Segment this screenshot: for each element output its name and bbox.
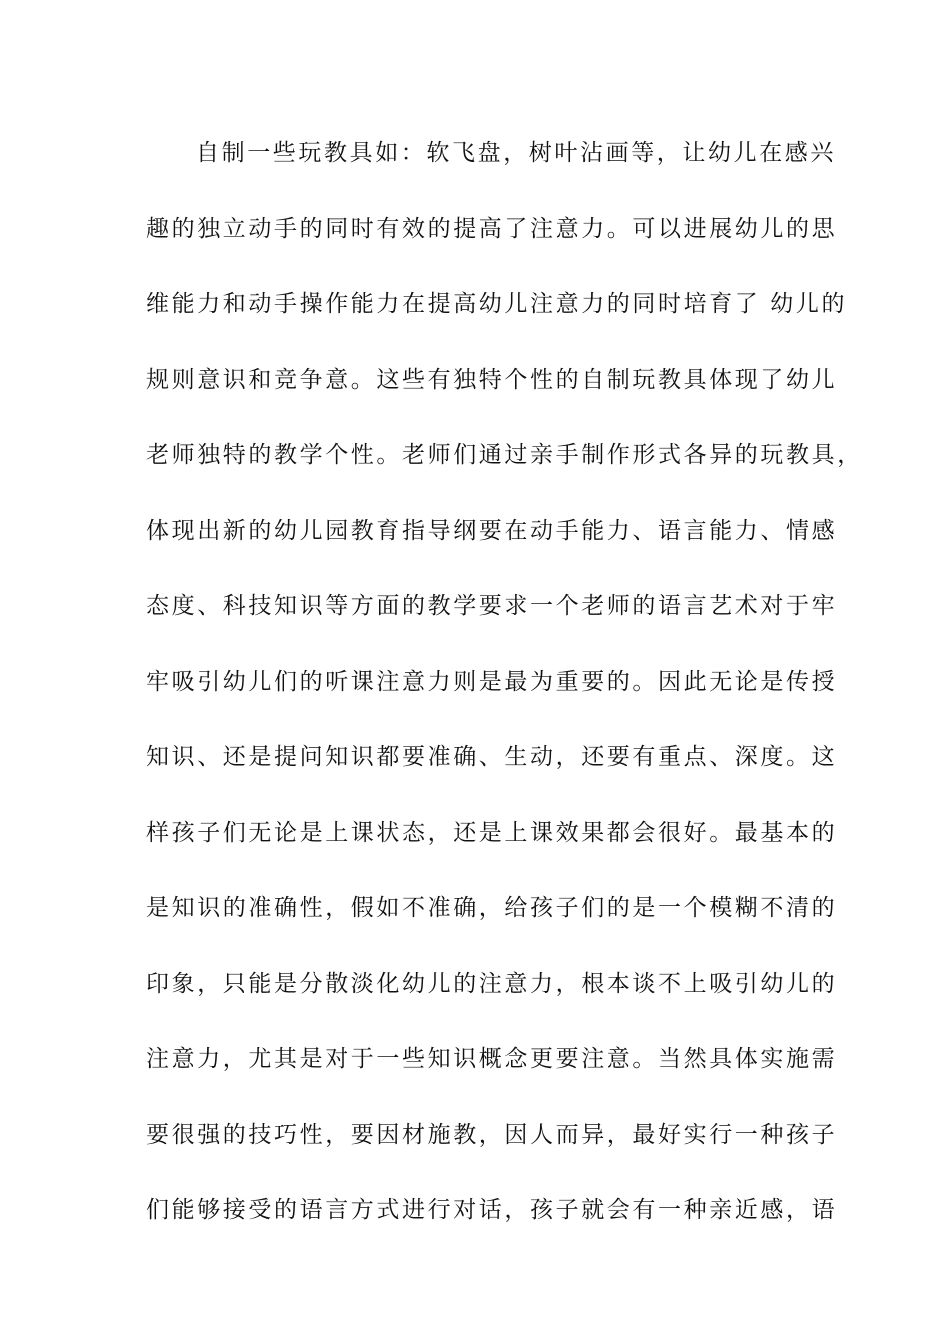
- text-line: 维能力和动手操作能力在提高幼儿注意力的同时培育了 幼儿的: [146, 291, 848, 317]
- text-line: 规则意识和竞争意。这些有独特个性的自制玩教具体现了幼儿: [146, 366, 838, 393]
- text-line: 注意力，尤其是对于一些知识概念更要注意。当然具体实施需: [146, 1046, 838, 1072]
- text-line: 自制一些玩教具如：软飞盘，树叶沾画等，让幼儿在感兴: [196, 140, 836, 166]
- text-line: 们能够接受的语言方式进行对话，孩子就会有一种亲近感，语: [146, 1197, 838, 1223]
- text-line: 老师独特的教学个性。老师们通过亲手制作形式各异的玩教具，: [146, 442, 863, 468]
- text-line: 趣的独立动手的同时有效的提高了注意力。可以进展幼儿的思: [146, 215, 838, 242]
- text-line: 牢吸引幼儿们的听课注意力则是最为重要的。因此无论是传授: [146, 668, 838, 695]
- text-line: 印象，只能是分散淡化幼儿的注意力，根本谈不上吸引幼儿的: [146, 970, 838, 997]
- text-line: 体现出新的幼儿园教育指导纲要在动手能力、语言能力、情感: [146, 517, 838, 544]
- body-paragraph: [146, 129, 863, 1262]
- text-line: 知识、还是提问知识都要准确、生动，还要有重点、深度。这: [146, 744, 838, 770]
- text-line: 态度、科技知识等方面的教学要求一个老师的语言艺术对于牢: [146, 593, 838, 619]
- text-line: 要很强的技巧性，要因材施教，因人而异，最好实行一种孩子: [146, 1121, 838, 1148]
- text-line: 是知识的准确性，假如不准确，给孩子们的是一个模糊不清的: [146, 895, 838, 921]
- text-line: 样孩子们无论是上课状态，还是上课效果都会很好。最基本的: [146, 819, 838, 846]
